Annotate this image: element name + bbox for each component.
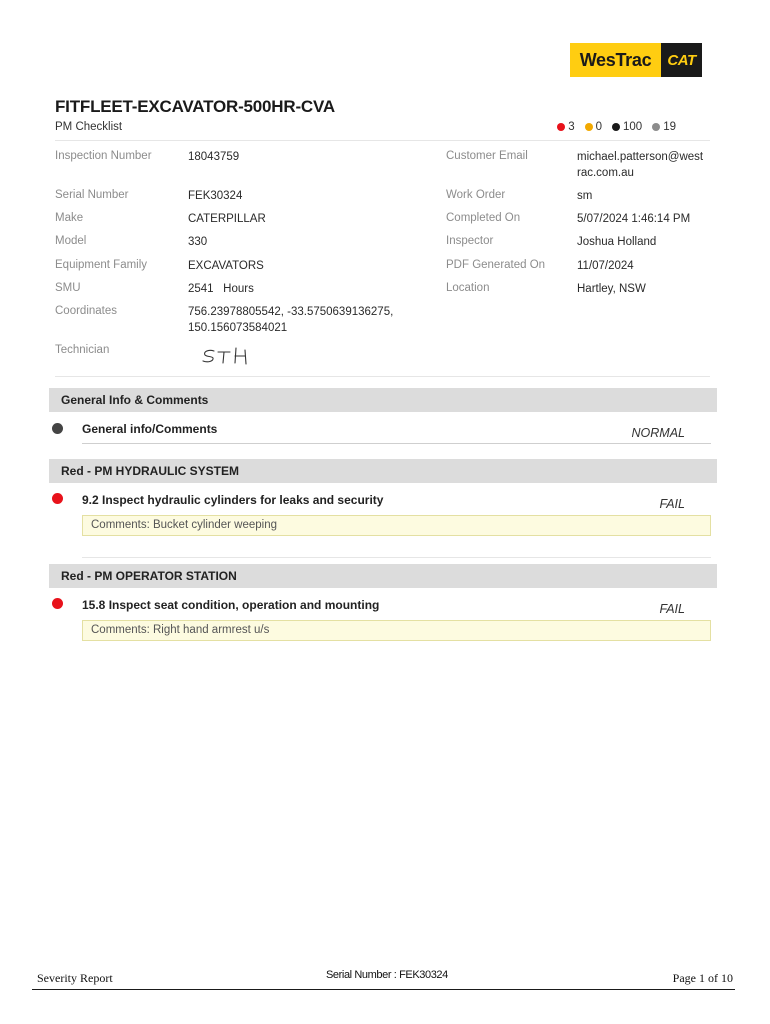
legend-amber xyxy=(585,121,606,133)
page-footer xyxy=(32,966,735,990)
legend-grey xyxy=(652,121,680,133)
technician-label: Technician xyxy=(55,344,110,356)
westrac-logo-text: WesTrac xyxy=(570,43,661,77)
comment-box: Comments: Right hand armrest u/s xyxy=(82,620,711,641)
fail-dot-icon xyxy=(52,493,63,504)
red-dot-icon xyxy=(557,123,565,131)
equipment-family-value: EXCAVATORS xyxy=(188,260,264,272)
make-label: Make xyxy=(55,212,84,224)
location-label: Location xyxy=(446,282,490,294)
completed-on-label: Completed On xyxy=(446,212,521,224)
section-header-general-info: General Info & Comments xyxy=(49,388,717,412)
question-seat-condition: 15.8 Inspect seat condition, operation and mounting xyxy=(82,598,380,612)
cat-logo-text: CAT xyxy=(661,43,702,77)
question-hydraulic-cylinders: 9.2 Inspect hydraulic cylinders for leaks and security xyxy=(82,493,384,507)
work-order-value: sm xyxy=(577,190,593,202)
pdf-generated-on-label: PDF Generated On xyxy=(446,259,546,271)
inspection-number-label: Inspection Number xyxy=(55,150,152,162)
smu-value: 2541 Hours xyxy=(188,283,254,295)
make-value: CATERPILLAR xyxy=(188,213,266,225)
coordinates-value-line2: 150.156073584021 xyxy=(188,322,288,334)
footer-serial-number: Serial Number : FEK30324 xyxy=(326,969,448,981)
customer-email-value-line2: rac.com.au xyxy=(577,167,634,179)
customer-email-value-line1: michael.patterson@west xyxy=(577,151,704,163)
technician-signature-icon xyxy=(200,343,260,369)
section-header-operator-station: Red - PM OPERATOR STATION xyxy=(49,564,717,588)
footer-page-number: Page 1 of 10 xyxy=(672,971,733,985)
serial-number-value: FEK30324 xyxy=(188,190,243,202)
model-value: 330 xyxy=(188,236,208,248)
legend-red-count: 3 xyxy=(568,121,575,133)
comment-box: Comments: Bucket cylinder weeping xyxy=(82,515,711,536)
normal-dot-icon xyxy=(52,423,63,434)
completed-on-value: 5/07/2024 1:46:14 PM xyxy=(577,213,691,225)
status-normal: NORMAL xyxy=(631,426,685,440)
section-header-hydraulic-system: Red - PM HYDRAULIC SYSTEM xyxy=(49,459,717,483)
coordinates-label: Coordinates xyxy=(55,305,118,317)
black-dot-icon xyxy=(612,123,620,131)
legend-grey-count: 19 xyxy=(663,121,676,133)
header-divider xyxy=(55,140,710,141)
info-divider xyxy=(55,376,710,377)
footer-report-name: Severity Report xyxy=(37,971,113,985)
location-value: Hartley, NSW xyxy=(577,283,646,295)
serial-number-label: Serial Number xyxy=(55,189,129,201)
coordinates-value-line1: 756.23978805542, -33.5750639136275, xyxy=(188,306,394,318)
grey-dot-icon xyxy=(652,123,660,131)
question-divider xyxy=(82,443,711,444)
smu-label: SMU xyxy=(55,282,81,294)
status-fail: FAIL xyxy=(659,497,685,511)
inspector-label: Inspector xyxy=(446,235,494,247)
work-order-label: Work Order xyxy=(446,189,506,201)
westrac-cat-logo xyxy=(570,43,702,77)
model-label: Model xyxy=(55,235,87,247)
report-subtitle: PM Checklist xyxy=(55,121,123,133)
pdf-generated-on-value: 11/07/2024 xyxy=(577,260,634,272)
legend-black-count: 100 xyxy=(623,121,643,133)
legend-amber-count: 0 xyxy=(595,121,603,133)
severity-legend xyxy=(551,121,680,133)
fail-dot-icon xyxy=(52,598,63,609)
question-divider xyxy=(82,557,711,558)
inspector-value: Joshua Holland xyxy=(577,236,657,248)
status-fail: FAIL xyxy=(659,602,685,616)
amber-dot-icon xyxy=(585,123,593,131)
equipment-family-label: Equipment Family xyxy=(55,259,148,271)
legend-red xyxy=(557,121,578,133)
legend-black xyxy=(612,121,646,133)
report-title: FITFLEET-EXCAVATOR-500HR-CVA xyxy=(55,97,335,116)
inspection-number-value: 18043759 xyxy=(188,151,240,163)
question-general-info: General info/Comments xyxy=(82,422,218,436)
customer-email-label: Customer Email xyxy=(446,150,528,162)
